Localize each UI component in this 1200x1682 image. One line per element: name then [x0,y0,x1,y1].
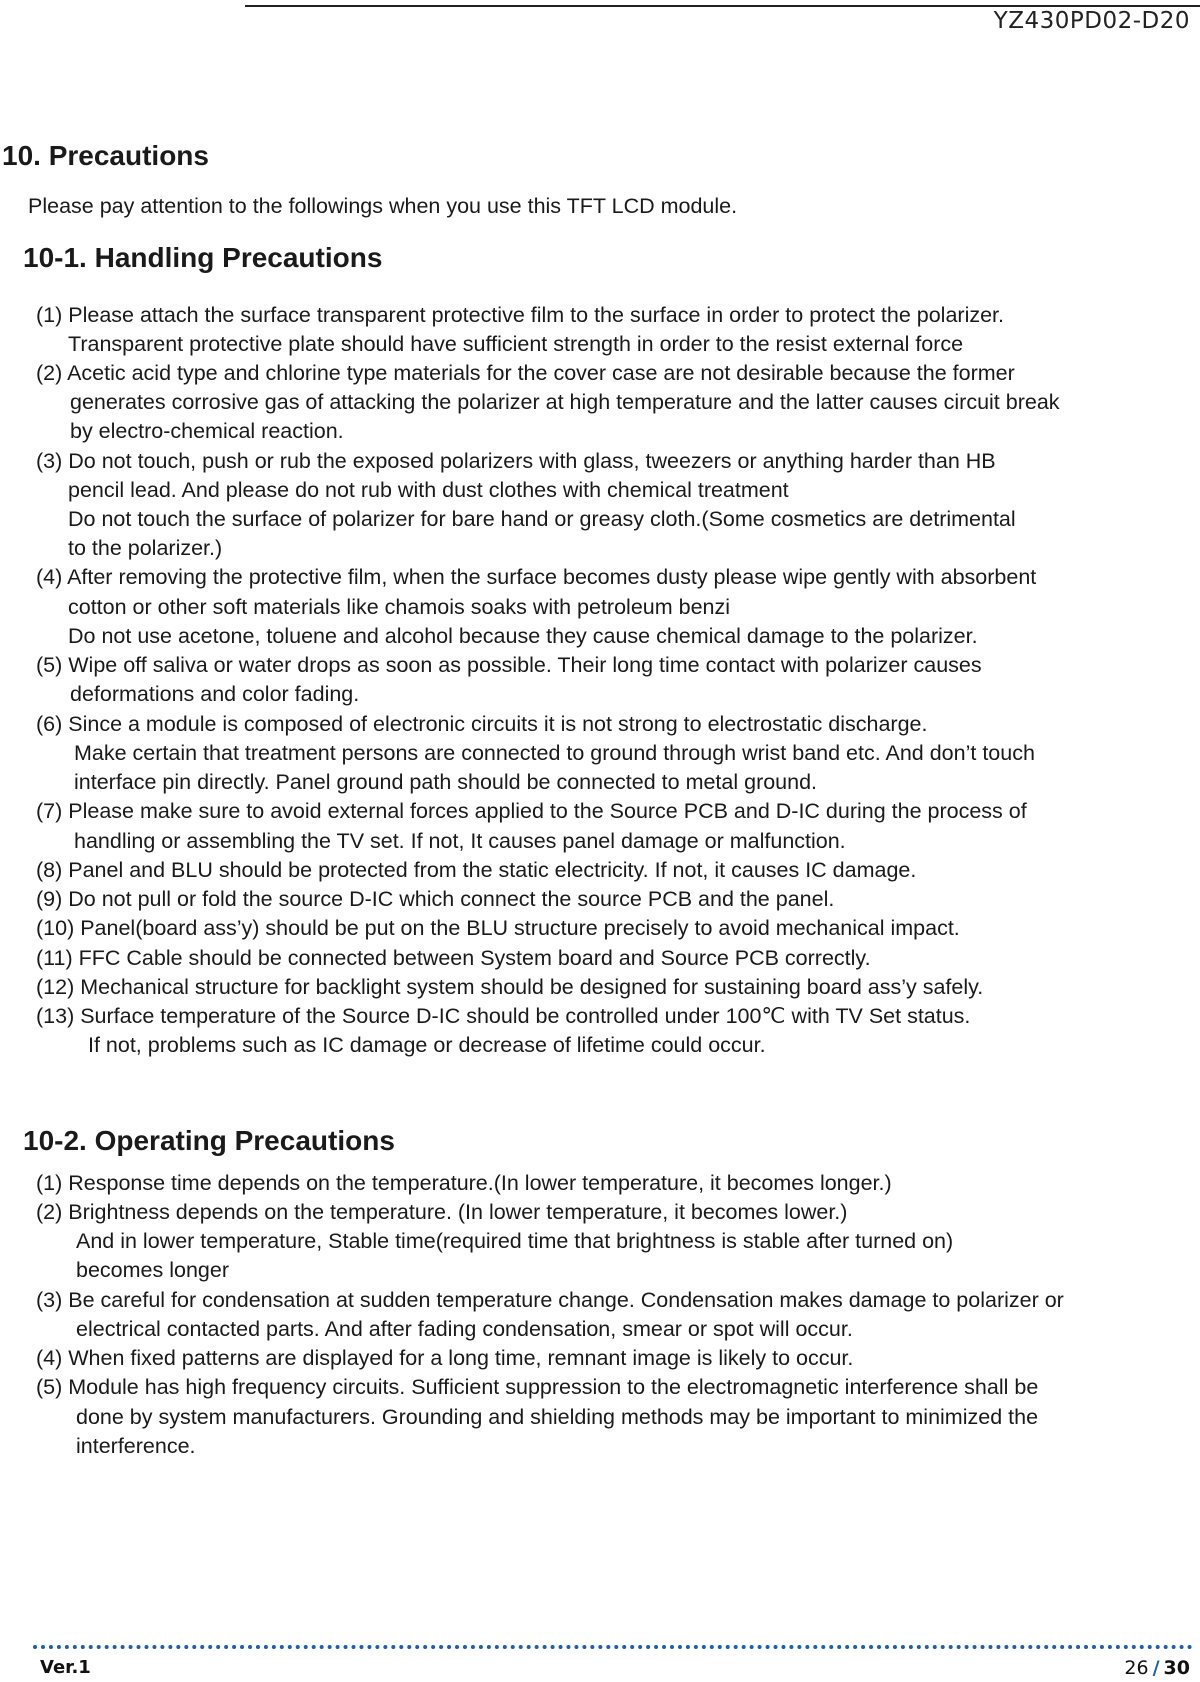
list-item: (11) FFC Cable should be connected between System board and Source PCB correctly. [36,946,871,970]
list-item: (8) Panel and BLU should be protected from the static electricity. If not, it causes IC damage. [36,858,917,882]
list-item: (2) Brightness depends on the temperature. (In lower temperature, it becomes lower.) [36,1200,848,1224]
list-item: (9) Do not pull or fold the source D-IC which connect the source PCB and the panel. [36,887,835,911]
list-item: (5) Module has high frequency circuits. Sufficient suppression to the electromagnetic interference shall be [36,1375,1039,1399]
page-number [1124,1657,1190,1679]
list-item: (3) Do not touch, push or rub the exposed polarizers with glass, tweezers or anything harder than HB [36,449,996,473]
section-intro: Please pay attention to the followings when you use this TFT LCD module. [28,194,738,218]
list-item: (7) Please make sure to avoid external forces applied to the Source PCB and D-IC during the process of [36,799,1027,823]
document-id: YZ430PD02-D20 [993,8,1190,34]
version-label: Ver.1 [40,1657,91,1678]
list-item: becomes longer [76,1258,229,1282]
list-item: Make certain that treatment persons are connected to ground through wrist band etc. And don’t touch [74,741,1035,765]
list-item: (10) Panel(board ass’y) should be put on the BLU structure precisely to avoid mechanical impact. [36,916,960,940]
list-item: pencil lead. And please do not rub with dust clothes with chemical treatment [68,478,789,502]
current-page: 26 [1124,1657,1149,1679]
operating-precautions-title: 10-2. Operating Precautions [23,1125,395,1156]
header-rule [245,5,1200,7]
list-item: (5) Wipe off saliva or water drops as soon as possible. Their long time contact with polarizer causes [36,653,982,677]
list-item: interference. [76,1434,196,1458]
page-separator: / [1152,1657,1160,1679]
list-item: deformations and color fading. [70,682,360,706]
list-item: Do not touch the surface of polarizer for bare hand or greasy cloth.(Some cosmetics are detrimental [68,507,1016,531]
total-pages: 30 [1163,1657,1190,1679]
footer-dotted-rule [33,1645,1193,1649]
list-item: Transparent protective plate should have sufficient strength in order to the resist external force [68,332,964,356]
list-item: (1) Please attach the surface transparent protective film to the surface in order to protect the polarizer. [36,303,1004,327]
list-item: to the polarizer.) [68,536,223,560]
list-item: (12) Mechanical structure for backlight system should be designed for sustaining board ass’y safely. [36,975,984,999]
list-item: If not, problems such as IC damage or decrease of lifetime could occur. [88,1033,766,1057]
list-item: cotton or other soft materials like chamois soaks with petroleum benzi [68,595,731,619]
list-item: (4) When fixed patterns are displayed for a long time, remnant image is likely to occur. [36,1346,854,1370]
list-item: And in lower temperature, Stable time(required time that brightness is stable after turned on) [76,1229,954,1253]
list-item: electrical contacted parts. And after fading condensation, smear or spot will occur. [76,1317,853,1341]
list-item: done by system manufacturers. Grounding and shielding methods may be important to minimized the [76,1405,1039,1429]
list-item: interface pin directly. Panel ground path should be connected to metal ground. [74,770,818,794]
list-item: (13) Surface temperature of the Source D-IC should be controlled under 100℃ with TV Set status. [36,1004,971,1028]
list-item: generates corrosive gas of attacking the polarizer at high temperature and the latter causes circuit break [70,390,1060,414]
list-item: Do not use acetone, toluene and alcohol because they cause chemical damage to the polarizer. [68,624,978,648]
list-item: (1) Response time depends on the temperature.(In lower temperature, it becomes longer.) [36,1171,892,1195]
list-item: (2) Acetic acid type and chlorine type materials for the cover case are not desirable because the former [36,361,1015,385]
section-title: 10. Precautions [2,140,209,171]
list-item: by electro-chemical reaction. [70,419,344,443]
list-item: (6) Since a module is composed of electronic circuits it is not strong to electrostatic discharge. [36,712,928,736]
handling-precautions-title: 10-1. Handling Precautions [23,242,383,273]
list-item: (4) After removing the protective film, when the surface becomes dusty please wipe gently with absorbent [36,565,1037,589]
list-item: handling or assembling the TV set. If not, It causes panel damage or malfunction. [74,829,846,853]
list-item: (3) Be careful for condensation at sudden temperature change. Condensation makes damage to polarizer or [36,1288,1064,1312]
